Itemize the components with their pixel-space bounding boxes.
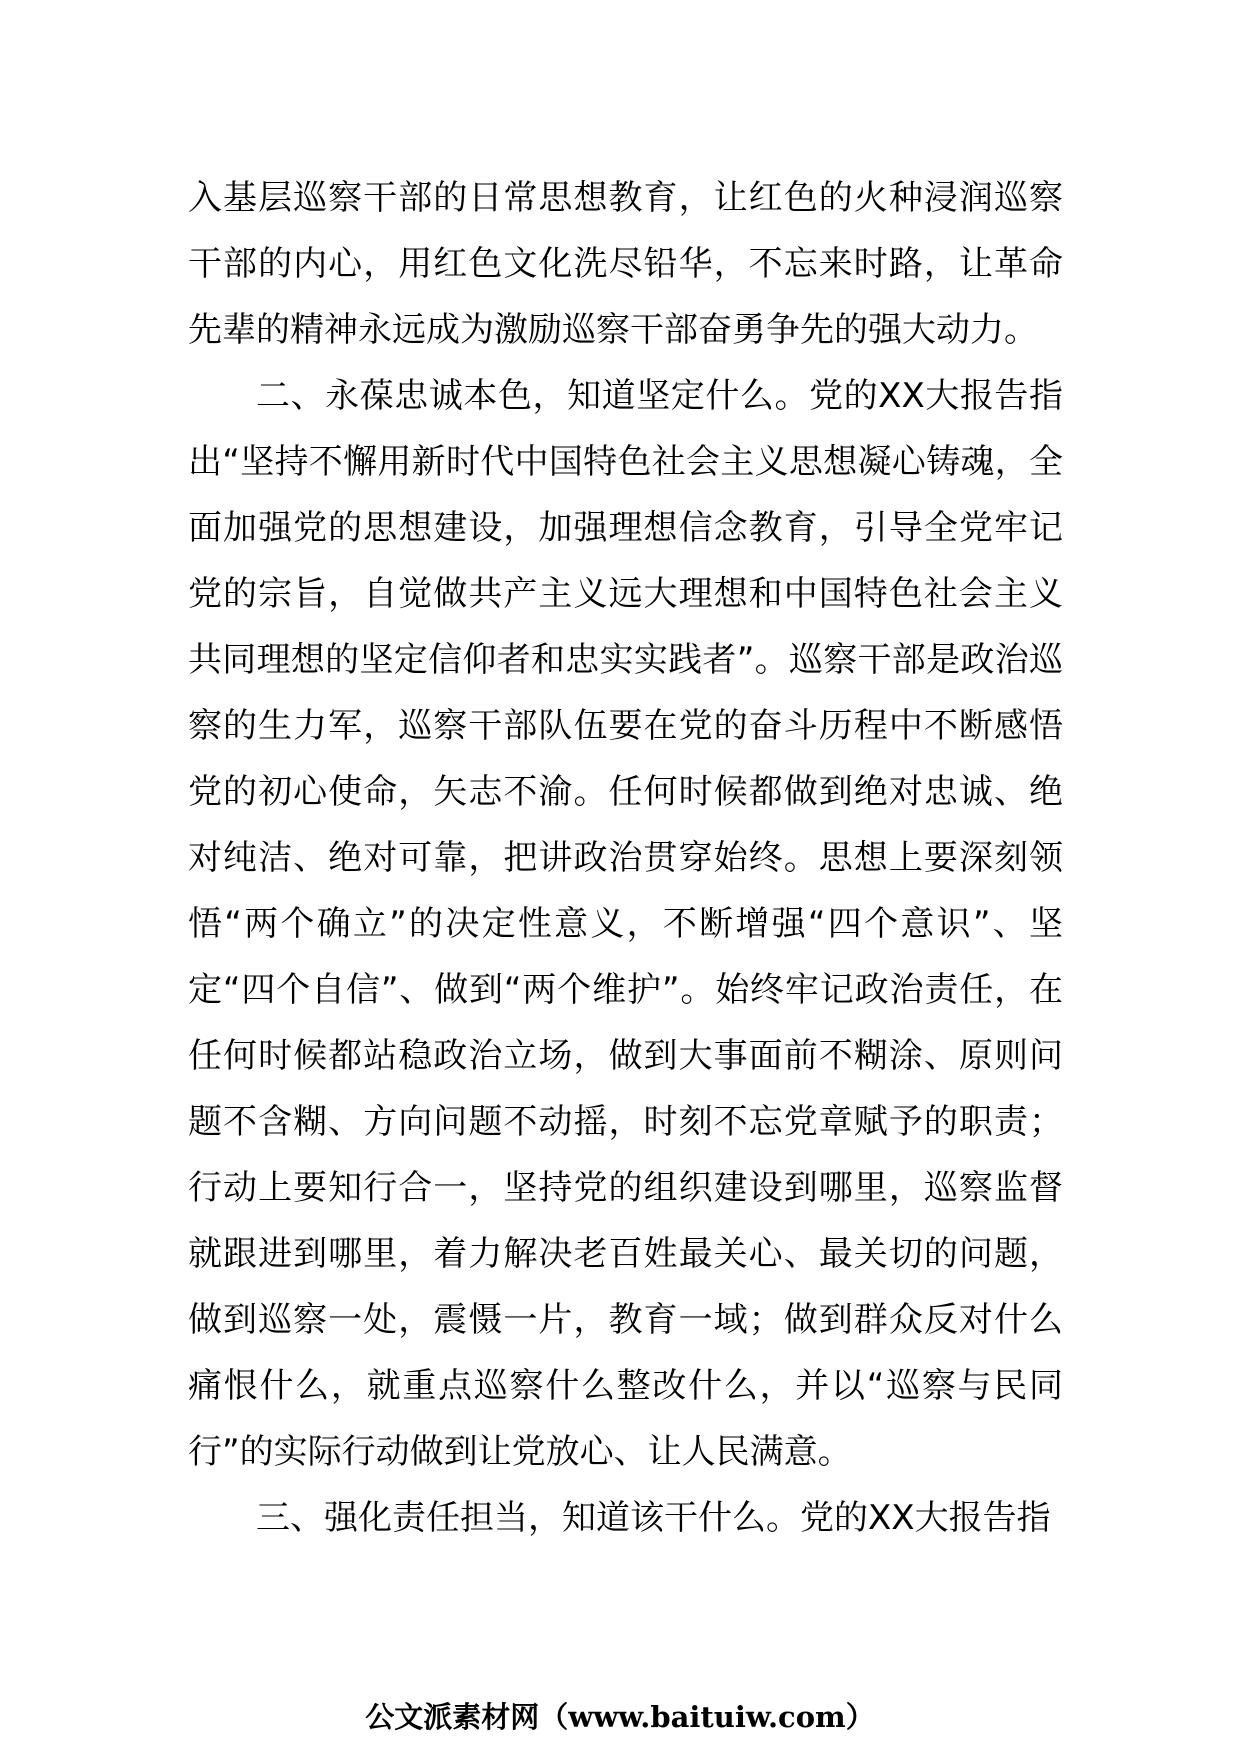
footer-watermark-text: 公文派素材网（www.baituiw.com） <box>365 1700 875 1734</box>
paragraph-continued: 入基层巡察干部的日常思想教育，让红色的火种浸润巡察干部的内心，用红色文化洗尽铅华，不忘来时路，让革命先辈的精神永远成为激励巡察干部奋勇争先的强大动力。 <box>188 178 1063 350</box>
paragraph-section-three: 三、强化责任担当，知道该干什么。党的XX大报告指 <box>256 1498 1051 1538</box>
document-body <box>188 165 1063 1551</box>
paragraph-section-two: 二、永葆忠诚本色，知道坚定什么。党的XX大报告指出“坚持不懈用新时代中国特色社会主义思想凝心铸魂，全面加强党的思想建设，加强理想信念教育，引导全党牢记党的宗旨，自觉做共产主义远大理想和中国特色社会主义共同理想的坚定信仰者和忠实实践者”。巡察干部是政治巡察的生力军，巡察干部队伍要在党的奋斗历程中不断感悟党的初心使命，矢志不渝。任何时候都做到绝对忠诚、绝对纯洁、绝对可靠，把讲政治贯穿始终。思想上要深刻领悟“两个确立”的决定性意义，不断增强“四个意识”、坚定“四个自信”、做到“两个维护”。始终牢记政治责任，在任何时候都站稳政治立场，做到大事面前不糊涂、原则问题不含糊、方向问题不动摇，时刻不忘党章赋予的职责；行动上要知行合一，坚持党的组织建设到哪里，巡察监督就跟进到哪里，着力解决老百姓最关心、最关切的问题，做到巡察一处，震慑一片，教育一域；做到群众反对什么痛恨什么，就重点巡察什么整改什么，并以“巡察与民同行”的实际行动做到让党放心、让人民满意。 <box>188 376 1063 1472</box>
